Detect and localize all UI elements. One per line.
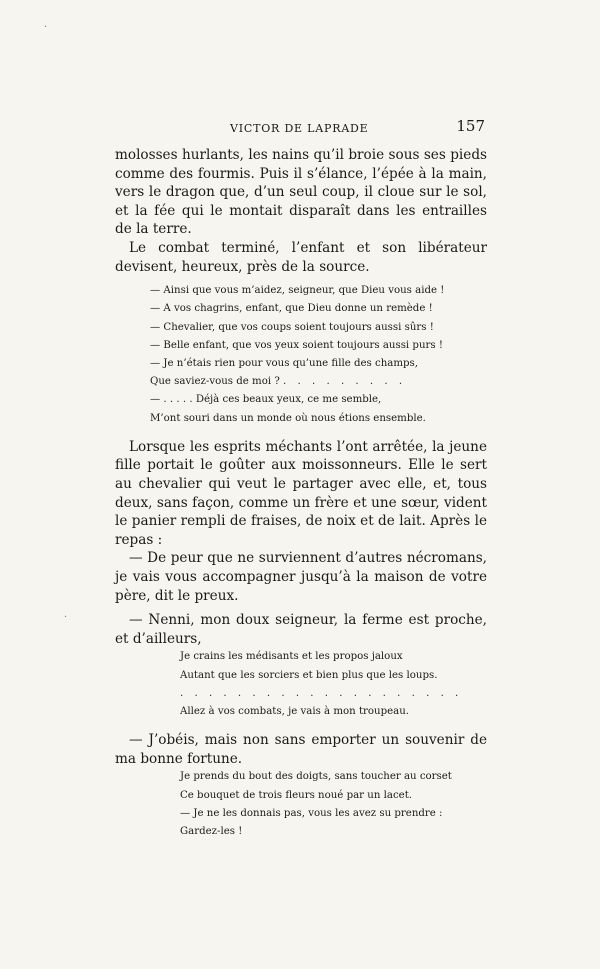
paragraph-1: molosses hurlants, les nains qu’il broie sous ses pieds comme des fourmis. Puis il s’élance, l’épée à la main, vers le dragon que, d’un seul coup, il cloue sur le sol, et la fée qui le montait disparaît dans les entrailles de la terre. — [115, 147, 487, 238]
paragraph-4: — De peur que ne surviennent d’autres nécromans, je vais vous accompagner jusqu’à la maison de votre père, dit le preux. — [115, 550, 487, 604]
verse-line — [150, 373, 487, 391]
dash-mark: — . . . . . — [150, 394, 193, 406]
verse-line: — Belle enfant, que vos yeux soient toujours aussi purs ! — [150, 339, 443, 351]
verse-line: — Je ne les donnais pas, vous les avez su prendre : — [180, 807, 443, 819]
page-body — [115, 146, 487, 841]
verse-line-text: Que saviez-vous de moi ? — [150, 376, 280, 388]
verse-reply — [115, 648, 487, 721]
ink-speck: · — [64, 612, 68, 623]
ellipsis-dots: . . . . . . . . . — [283, 376, 407, 388]
verse-line: Gardez-les ! — [180, 825, 243, 837]
verse-closing — [115, 768, 487, 841]
verse-line: — Je n’étais rien pour vous qu’une fille des champs, — [150, 357, 418, 369]
ink-speck: · — [44, 22, 48, 33]
paragraph-5: — Nenni, mon doux seigneur, la ferme est proche, et d’ailleurs, — [115, 612, 487, 647]
verse-line — [150, 391, 487, 409]
paragraph-3: Lorsque les esprits méchants l’ont arrêtée, la jeune fille portait le goûter aux moissonneurs. Elle le sert au chevalier qui veut le partager avec elle, et, tous deux, sans façon, comme un frère et une sœur, vident le panier rempli de fraises, de noix et de lait. Après le repas : — [115, 438, 487, 548]
verse-dialogue — [115, 282, 487, 428]
verse-line: Allez à vos combats, je vais à mon troupeau. — [180, 705, 410, 717]
verse-line: — Ainsi que vous m’aidez, seigneur, que Dieu vous aide ! — [150, 285, 445, 297]
verse-line: Je crains les médisants et les propos jaloux — [180, 651, 403, 663]
page-header — [115, 119, 485, 139]
page-number: 157 — [456, 117, 485, 135]
verse-line: — Chevalier, que vos coups soient toujours aussi sûrs ! — [150, 321, 434, 333]
verse-line: M’ont souri dans un monde où nous étions ensemble. — [150, 412, 426, 424]
verse-line: Je prends du bout des doigts, sans toucher au corset — [180, 771, 452, 783]
paragraph-2: Le combat terminé, l’enfant et son libérateur devisent, heureux, près de la source. — [115, 239, 487, 275]
verse-line: Ce bouquet de trois fleurs noué par un lacet. — [180, 789, 413, 801]
verse-line: Autant que les sorciers et bien plus que les loups. — [180, 669, 438, 681]
ellipsis-dots: . . . . . . . . . . . . . . . . . . . . — [180, 687, 463, 699]
paragraph-6: — J’obéis, mais non sans emporter un souvenir de ma bonne fortune. — [115, 732, 487, 767]
running-head: VICTOR DE LAPRADE — [230, 122, 369, 135]
verse-line-text: Déjà ces beaux yeux, ce me semble, — [195, 394, 382, 406]
verse-line: — A vos chagrins, enfant, que Dieu donne un remède ! — [150, 303, 433, 315]
